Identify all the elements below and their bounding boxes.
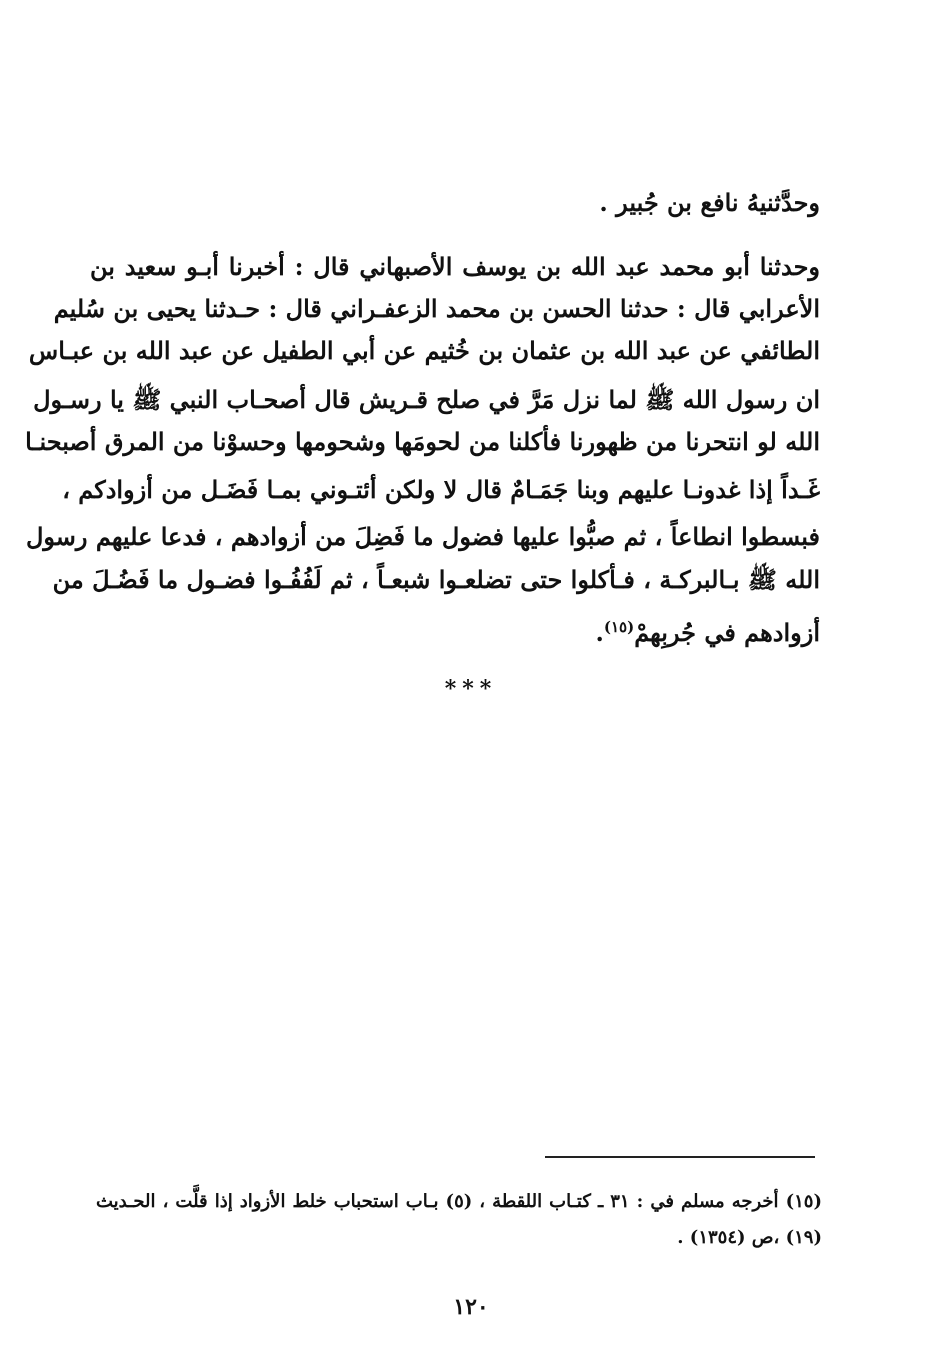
paragraph-line-7: فبسطوا انطاعاً ، ثم صبُّوا عليها فضول ما فَضِلَ من أزوادهم ، فدعا عليهم رسول [25,522,820,551]
paragraph-line-1: وحدثنا أبو محمد عبد الله بن يوسف الأصبهاني قال : أخبرنا أبـو سعيد بن [90,252,820,281]
paragraph-line-5: الله لو انتحرنا من ظهورنا فأكلنا من لحومَها وشحومها وحسوْنا من المرق أصبحنـا [25,427,820,456]
page-number: ١٢٠ [453,1294,489,1320]
paragraph-line-3: الطائفي عن عبد الله بن عثمان بن خُثيم عن أبي الطفيل عن عبد الله بن عبـاس [28,336,820,365]
paragraph-line-6: غَـداً إذا غدونـا عليهم وبنا جَمَـامٌ قال لا ولكن أئتـوني بمـا فَضَـل من أزوادكم ، [62,475,820,504]
paragraph-line-9 [90,610,820,650]
section-separator: *** [444,676,498,702]
opening-line: وحدَّثنيهُ نافع بن جُبير . [599,188,820,217]
footnote-line-1: (١٥) أخرجه مسلم في : ٣١ ـ كتـاب اللقطة ، (٥) بـاب استحباب خلط الأزواد إذا قلَّت ، الحـديث [96,1191,822,1212]
paragraph-line-8: الله ﷺ بـالبركـة ، فـأكلوا حتى تضلعـوا شبعـاً ، ثم لَفُفُـوا فضـول ما فَضُـلَ من [52,565,820,594]
paragraph-line-9-text: أزوادهم في جُربِهمْ [634,618,820,647]
footnote-rule [545,1156,815,1158]
paragraph-line-2: الأعرابي قال : حدثنا الحسن بن محمد الزعفـراني قال : حـدثنا يحيى بن سُليم [53,294,820,323]
footnote-line-2: (١٩) ،ص (١٣٥٤) . [677,1227,822,1248]
footnote-reference: (١٥) [603,618,635,636]
closing-punctuation: . [595,618,604,647]
paragraph-line-4: ان رسول الله ﷺ لما نزل مَرَّ في صلح قـريش قال أصحـاب النبي ﷺ يا رسـول [33,385,820,414]
